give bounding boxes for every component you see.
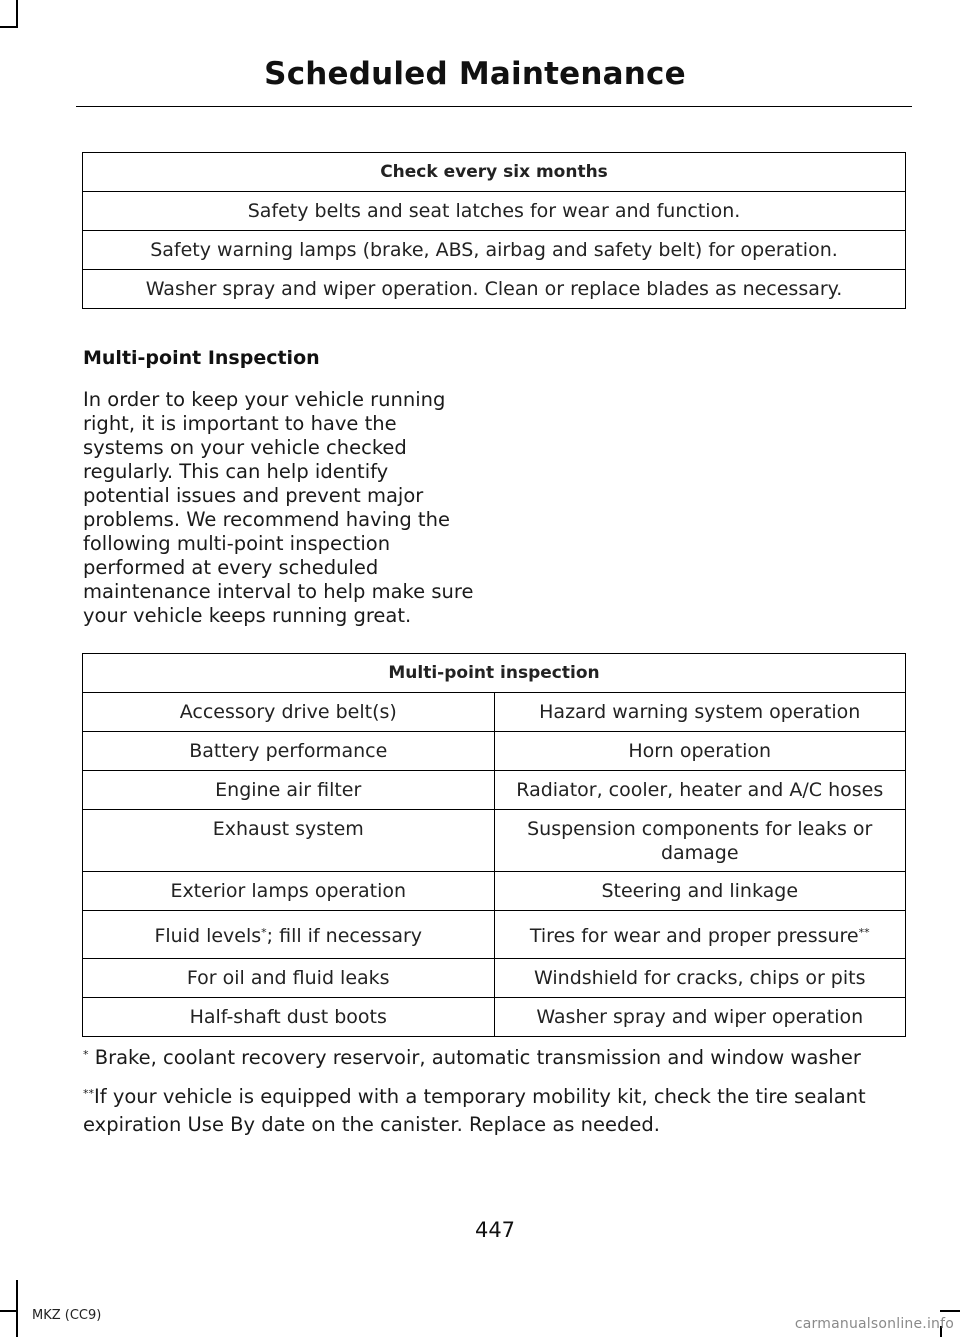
table-cell-left: Accessory drive belt(s) bbox=[83, 693, 495, 732]
table-row bbox=[83, 270, 906, 309]
cell-text: Tires for wear and proper pressure bbox=[529, 924, 859, 947]
footnote-mark: * bbox=[261, 925, 267, 939]
table-cell-left: For oil and fluid leaks bbox=[83, 959, 495, 998]
crop-mark-bottom-right-h bbox=[940, 1310, 960, 1312]
body-paragraph: In order to keep your vehicle running right, it is important to have the systems on your vehicle checked regularly. This can help identify potential issues and prevent major problems. We recommend having the following multi-point inspection performed at every scheduled maintenance interval to help make sure your vehicle keeps running great. bbox=[83, 388, 474, 627]
table-cell-left: Exhaust system bbox=[83, 810, 495, 872]
table-row bbox=[83, 998, 906, 1037]
table-heading: Multi-point inspection bbox=[83, 654, 906, 693]
table-header-row bbox=[83, 153, 906, 192]
table-cell-left: Battery performance bbox=[83, 732, 495, 771]
footnote bbox=[83, 1044, 913, 1072]
table-cell: Safety warning lamps (brake, ABS, airbag and safety belt) for operation. bbox=[83, 231, 906, 270]
crop-mark-top-left-v bbox=[16, 0, 18, 26]
table-cell-left: Engine air filter bbox=[83, 771, 495, 810]
table-row bbox=[83, 810, 906, 872]
table-row bbox=[83, 911, 906, 959]
footnote-mark: ** bbox=[858, 925, 870, 939]
section-heading: Multi-point Inspection bbox=[83, 347, 320, 369]
cell-text-suffix: ; fill if necessary bbox=[266, 924, 423, 947]
footnote-text: Brake, coolant recovery reservoir, automatic transmission and window washer bbox=[88, 1046, 861, 1069]
table-row bbox=[83, 231, 906, 270]
table-cell-right: Washer spray and wiper operation bbox=[494, 998, 906, 1037]
title-divider bbox=[76, 106, 912, 107]
crop-mark-bottom-left-v bbox=[16, 1280, 18, 1337]
page-title: Scheduled Maintenance bbox=[264, 56, 686, 92]
table-cell-left: Half-shaft dust boots bbox=[83, 998, 495, 1037]
table-cell-right: Steering and linkage bbox=[494, 872, 906, 911]
model-code: MKZ (CC9) bbox=[32, 1308, 102, 1323]
table-cell-right: Hazard warning system operation bbox=[494, 693, 906, 732]
footnote-mark: * bbox=[83, 1048, 89, 1061]
table-cell-right: Suspension components for leaks or damage bbox=[494, 810, 906, 872]
table-cell-left: Exterior lamps operation bbox=[83, 872, 495, 911]
six-month-check-table bbox=[82, 152, 906, 309]
table-cell-right: Windshield for cracks, chips or pits bbox=[494, 959, 906, 998]
table-heading: Check every six months bbox=[83, 153, 906, 192]
table-row bbox=[83, 732, 906, 771]
multipoint-inspection-table bbox=[82, 653, 906, 1037]
table-row bbox=[83, 959, 906, 998]
footnote-mark: ** bbox=[83, 1087, 94, 1100]
table-row bbox=[83, 693, 906, 732]
table-cell: Washer spray and wiper operation. Clean or replace blades as necessary. bbox=[83, 270, 906, 309]
watermark: carmanualsonline.info bbox=[794, 1316, 954, 1332]
table-row bbox=[83, 771, 906, 810]
table-row bbox=[83, 872, 906, 911]
table-cell-right: Radiator, cooler, heater and A/C hoses bbox=[494, 771, 906, 810]
table-header-row bbox=[83, 654, 906, 693]
cell-text: Fluid levels bbox=[154, 924, 262, 947]
page-number: 447 bbox=[474, 1218, 516, 1242]
table-row bbox=[83, 192, 906, 231]
table-cell-right: Horn operation bbox=[494, 732, 906, 771]
table-cell-right bbox=[494, 911, 906, 959]
table-cell-left bbox=[83, 911, 495, 959]
crop-mark-top-left-h bbox=[0, 26, 18, 28]
table-cell: Safety belts and seat latches for wear and function. bbox=[83, 192, 906, 231]
footnote-text: If your vehicle is equipped with a temporary mobility kit, check the tire sealant expiration Use By date on the canister. Replace as needed. bbox=[83, 1085, 866, 1136]
footnote bbox=[83, 1083, 913, 1139]
